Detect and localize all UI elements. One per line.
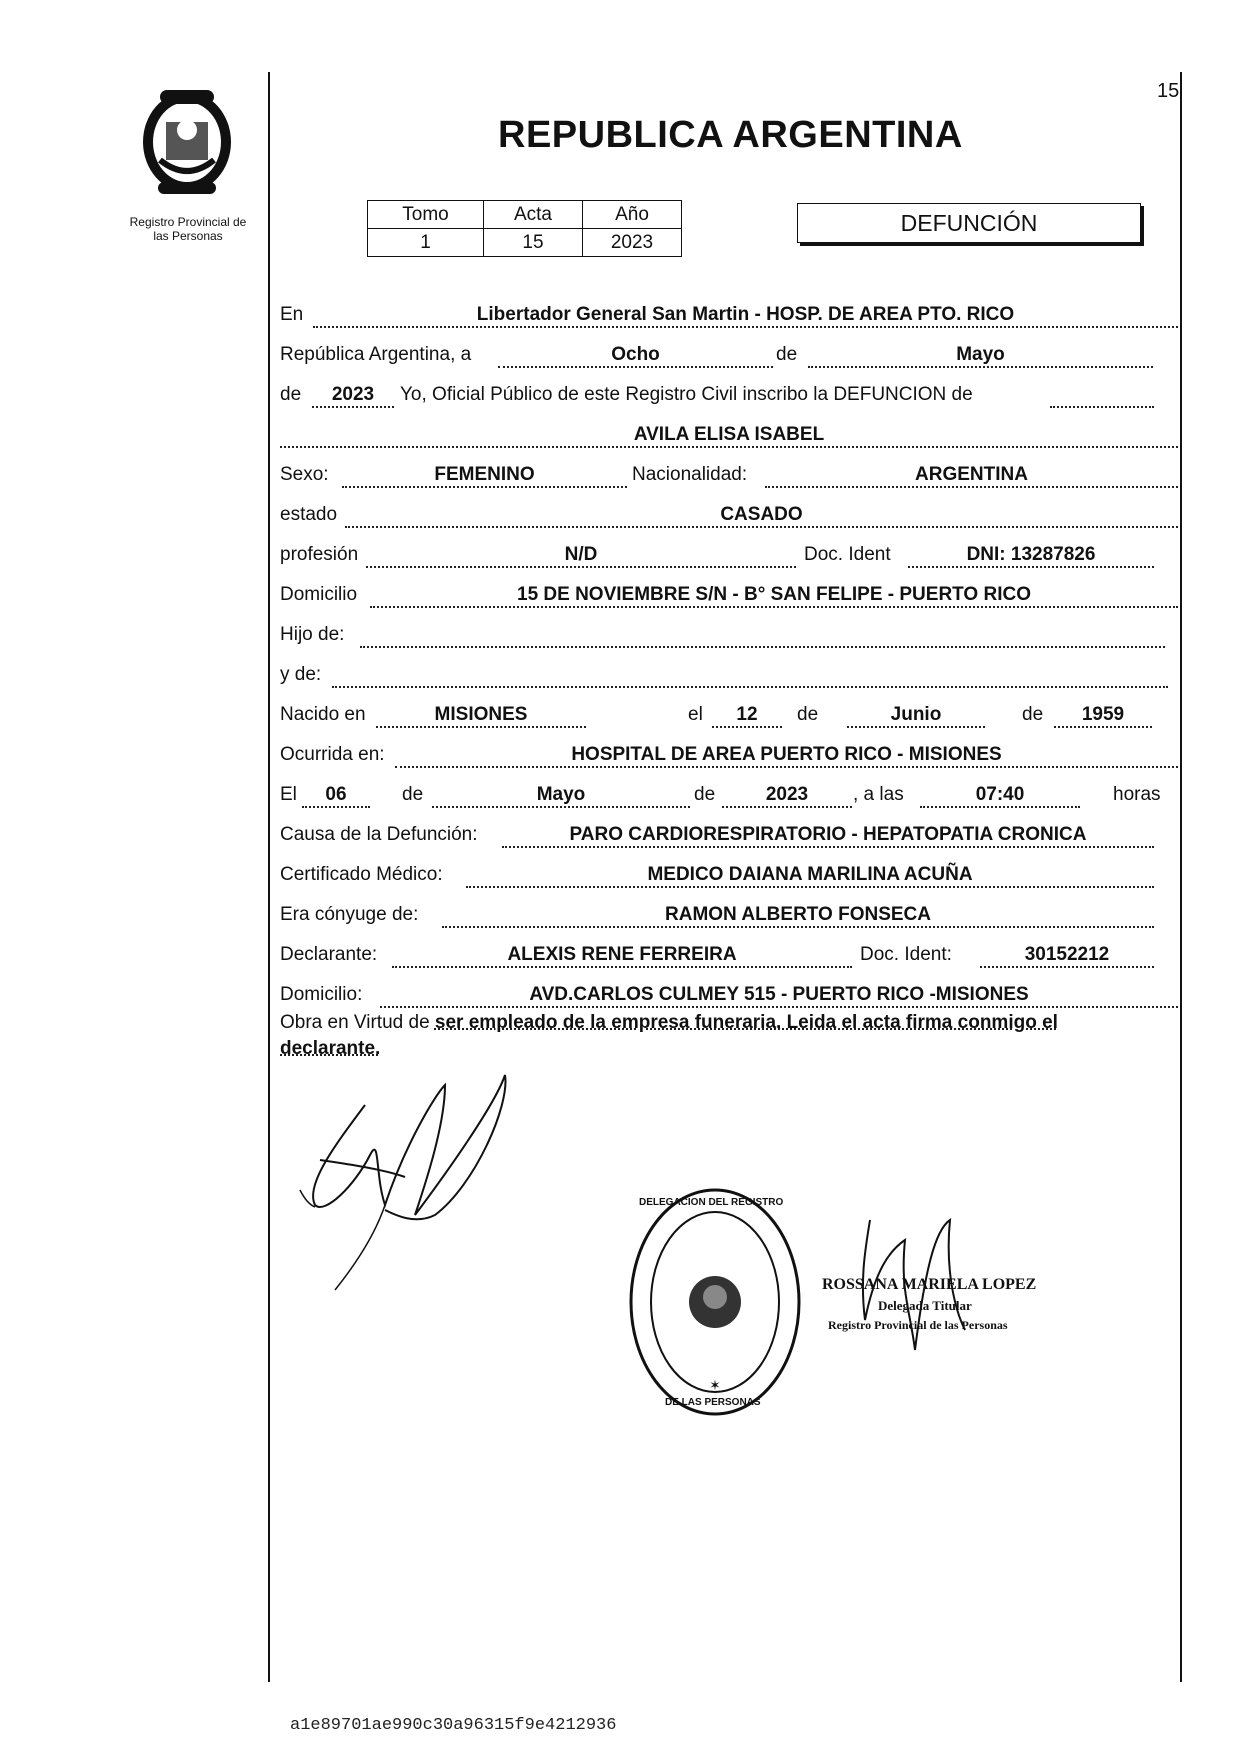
field-blank-de [1050, 384, 1154, 408]
label-obra: Obra en Virtud de [280, 1012, 430, 1033]
field-obra-2: declarante. [280, 1038, 381, 1059]
label-estado: estado [280, 504, 338, 525]
field-nacido-en: MISIONES [376, 704, 586, 728]
right-margin-rule [1180, 72, 1182, 1682]
label-El: El [280, 784, 297, 805]
label-hijo-de: Hijo de: [280, 624, 345, 645]
field-hijo-de [360, 624, 1165, 648]
label-horas: horas [1113, 784, 1161, 805]
row-declarante-domicilio [280, 974, 1180, 1012]
field-causa: PARO CARDIORESPIRATORIO - HEPATOPATIA CRONICA [502, 824, 1154, 848]
document-type-box: DEFUNCIÓN [797, 203, 1141, 243]
label-declarante: Declarante: [280, 944, 378, 965]
label-republica: República Argentina, a [280, 344, 472, 365]
label-certificado: Certificado Médico: [280, 864, 443, 885]
field-domicilio: 15 DE NOVIEMBRE S/N - B° SAN FELIPE - PUERTO RICO [370, 584, 1178, 608]
field-dia: Ocho [498, 344, 773, 368]
ref-value-anio: 2023 [583, 229, 682, 257]
row-estado [280, 494, 1180, 532]
field-anio: 2023 [312, 384, 394, 408]
page-number: 15 [1157, 80, 1180, 102]
field-estado: CASADO [345, 504, 1178, 528]
field-ocurrida-en: HOSPITAL DE AREA PUERTO RICO - MISIONES [395, 744, 1178, 768]
ref-value-tomo: 1 [368, 229, 484, 257]
field-nacionalidad: ARGENTINA [765, 464, 1178, 488]
label-de-4: de [1022, 704, 1044, 725]
row-obra [280, 1010, 1180, 1062]
reference-table [367, 200, 682, 257]
misiones-coat-of-arms-logo [130, 82, 245, 197]
svg-text:✶: ✶ [709, 1377, 721, 1393]
label-yo: Yo, Oficial Público de este Registro Civil inscribo la DEFUNCION de [400, 384, 973, 405]
field-certificado: MEDICO DAIANA MARILINA ACUÑA [466, 864, 1154, 888]
row-profesion [280, 534, 1180, 572]
row-declarante [280, 934, 1180, 972]
label-de-3: de [797, 704, 819, 725]
field-dni: DNI: 13287826 [908, 544, 1154, 568]
row-certificado [280, 854, 1180, 892]
label-sexo: Sexo: [280, 464, 329, 485]
official-stamp [625, 1185, 805, 1420]
label-profesion: profesión [280, 544, 359, 565]
svg-text:DE LAS PERSONAS: DE LAS PERSONAS [665, 1397, 761, 1408]
row-fecha-defuncion [280, 774, 1180, 812]
field-y-de [332, 664, 1168, 688]
field-nac-mes: Junio [847, 704, 985, 728]
label-domicilio-2: Domicilio: [280, 984, 363, 1005]
field-def-hora: 07:40 [920, 784, 1080, 808]
field-conyuge: RAMON ALBERTO FONSECA [442, 904, 1154, 928]
row-hijo-de [280, 614, 1180, 652]
row-conyuge [280, 894, 1180, 932]
field-lugar: Libertador General San Martin - HOSP. DE AREA PTO. RICO [313, 304, 1178, 328]
document-hash: a1e89701ae990c30a96315f9e4212936 [290, 1716, 617, 1735]
row-nacimiento [280, 694, 1180, 732]
label-conyuge: Era cónyuge de: [280, 904, 419, 925]
field-sexo: FEMENINO [342, 464, 627, 488]
label-nacionalidad: Nacionalidad: [632, 464, 748, 485]
field-def-dia: 06 [302, 784, 370, 808]
registry-caption [108, 215, 268, 243]
page-title: REPUBLICA ARGENTINA [498, 114, 963, 156]
row-fecha-inscripcion [280, 334, 1180, 372]
row-domicilio [280, 574, 1180, 612]
row-causa [280, 814, 1180, 852]
official-role: Delegada Titular [878, 1298, 972, 1313]
field-def-anio: 2023 [722, 784, 852, 808]
official-org: Registro Provincial de las Personas [828, 1318, 1008, 1332]
row-y-de [280, 654, 1180, 692]
field-declarante: ALEXIS RENE FERREIRA [392, 944, 852, 968]
label-de-6: de [694, 784, 716, 805]
row-anio-yo [280, 374, 1180, 412]
left-margin-rule [268, 72, 270, 1682]
row-sexo [280, 454, 1180, 492]
field-def-mes: Mayo [432, 784, 690, 808]
label-nacido-en: Nacido en [280, 704, 366, 725]
label-causa: Causa de la Defunción: [280, 824, 478, 845]
label-y-de: y de: [280, 664, 322, 685]
label-domicilio: Domicilio [280, 584, 358, 605]
ref-header-acta: Acta [484, 201, 583, 229]
field-profesion: N/D [366, 544, 796, 568]
label-de-5: de [402, 784, 424, 805]
svg-text:DELEGACION DEL REGISTRO: DELEGACION DEL REGISTRO [639, 1197, 784, 1208]
registry-caption-line2: las Personas [153, 229, 223, 243]
row-ocurrida [280, 734, 1180, 772]
field-declarante-domicilio: AVD.CARLOS CULMEY 515 - PUERTO RICO -MISIONES [380, 984, 1178, 1008]
field-declarante-doc: 30152212 [980, 944, 1154, 968]
row-lugar [280, 294, 1180, 332]
registry-caption-line1: Registro Provincial de [129, 215, 247, 229]
label-el: el [688, 704, 703, 725]
ref-header-tomo: Tomo [368, 201, 484, 229]
field-nombre: AVILA ELISA ISABEL [280, 424, 1178, 448]
ref-header-anio: Año [583, 201, 682, 229]
declarant-signature [295, 1065, 575, 1295]
official-name: ROSSANA MARIELA LOPEZ [822, 1276, 1037, 1293]
field-nac-dia: 12 [712, 704, 782, 728]
label-de-2: de [280, 384, 302, 405]
label-en: En [280, 304, 304, 325]
row-nombre [280, 414, 1180, 452]
label-doc-ident-2: Doc. Ident: [860, 944, 952, 965]
label-de-1: de [776, 344, 798, 365]
field-nac-anio: 1959 [1054, 704, 1152, 728]
ref-value-acta: 15 [484, 229, 583, 257]
label-ocurrida-en: Ocurrida en: [280, 744, 385, 765]
label-a-las: , a las [853, 784, 904, 805]
label-doc-ident: Doc. Ident [804, 544, 891, 565]
field-obra: ser empleado de la empresa funeraria. Leida el acta firma conmigo el [434, 1012, 1058, 1033]
field-mes: Mayo [808, 344, 1153, 368]
